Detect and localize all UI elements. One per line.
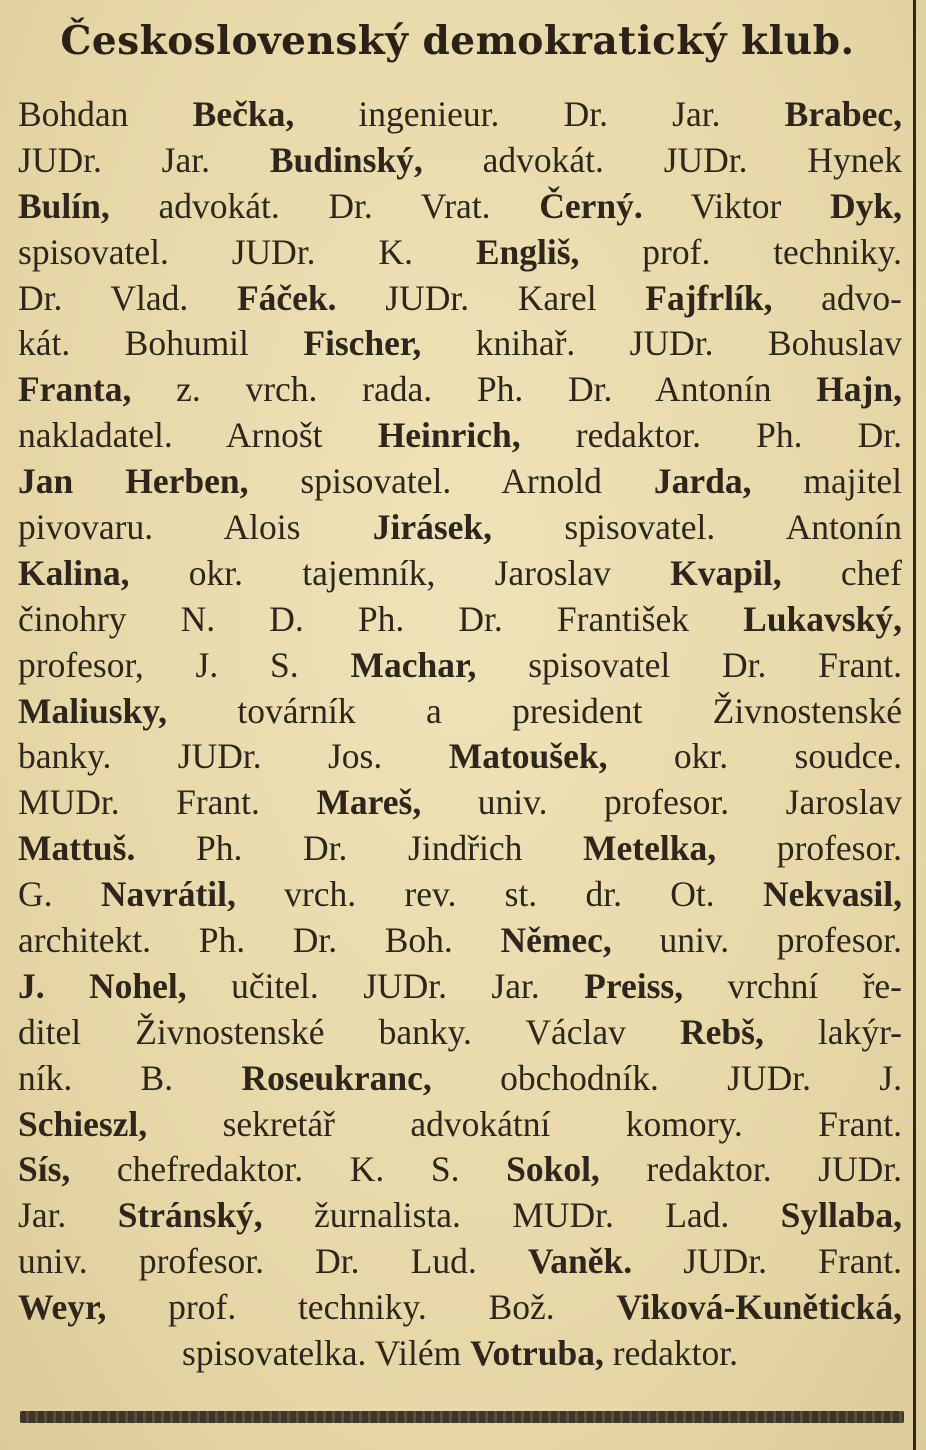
text-segment: ditel Živnostenské banky. Václav [18,1011,681,1052]
text-segment: spisovatel. Arnold [248,461,654,502]
member-name: Syllaba, [780,1195,903,1236]
text-segment: majitel [751,461,902,502]
text-segment: chefredaktor. K. S. [70,1149,507,1190]
text-line [18,92,902,138]
text-segment: vrchní ře- [683,965,902,1006]
column-rule [913,0,916,1450]
member-name: Weyr, [18,1287,107,1328]
text-segment: redaktor. JUDr. [599,1149,903,1190]
member-name: Kvapil, [670,552,782,593]
text-line [18,872,902,918]
text-segment: spisovatel Dr. Frant. [476,644,902,685]
text-segment: ingenieur. Dr. Jar. [294,94,785,134]
member-name: Jarda, [653,461,752,502]
text-segment: sekretář advokátní komory. Frant. [147,1103,902,1144]
text-line [18,780,902,826]
text-line [18,1239,902,1285]
member-list [18,92,902,1377]
member-name: Jan Herben, [18,461,249,502]
member-name: Metelka, [583,828,717,869]
text-segment: nakladatel. Arnošt [18,415,378,456]
page-title: Československý demokratický klub. [60,18,855,64]
text-line [18,918,902,964]
member-name: Fáček. [236,277,337,318]
text-segment: MUDr. Frant. [18,782,317,823]
text-segment: profesor. [716,828,902,869]
text-segment: Ph. Dr. Jindřich [135,828,584,869]
text-segment: z. vrch. rada. Ph. Dr. Antonín [131,369,817,410]
member-name: Hajn, [816,369,902,410]
member-name: Votruba, [470,1333,604,1374]
text-segment: chef [781,552,902,593]
text-line [18,1331,902,1377]
member-name: Vaněk. [527,1241,633,1282]
text-segment: spisovatelka. Vilém [182,1333,471,1374]
bottom-divider [20,1411,904,1423]
member-name: Machar, [350,644,477,685]
member-name: Franta, [18,369,132,410]
text-segment: advokát. Dr. Vrat. [109,185,540,226]
text-segment: banky. JUDr. Jos. [18,736,449,777]
member-name: Bulín, [18,185,110,226]
text-line [18,1193,902,1239]
text-line [18,1010,902,1056]
member-name: Dyk, [829,185,902,226]
text-segment: spisovatel. Antonín [492,507,902,548]
text-segment: advo- [772,277,902,318]
text-segment: továrník a president Živnostenské [166,690,902,731]
member-name: Rebš, [680,1011,764,1052]
text-segment: vrch. rev. st. dr. Ot. [235,874,763,915]
member-name: Preiss, [584,965,684,1006]
text-line [18,597,902,643]
text-segment: univ. profesor. [611,920,902,961]
member-name: Fajfrlík, [645,277,773,318]
text-line [18,1147,902,1193]
text-segment: Bohdan [18,94,193,134]
text-line [18,689,902,735]
text-segment: okr. tajemník, Jaroslav [129,552,671,593]
text-segment: advokát. JUDr. Hynek [422,139,902,180]
text-line [18,459,902,505]
member-name: Nekvasil, [762,874,902,915]
text-line [18,321,902,367]
text-line [18,413,902,459]
text-line [18,734,902,780]
text-segment: činohry N. D. Ph. Dr. František [18,598,744,639]
text-line [18,138,902,184]
text-segment: JUDr. Karel [336,277,646,318]
text-line [18,643,902,689]
member-name: Sokol, [506,1149,600,1190]
text-line [18,1102,902,1148]
member-name: Engliš, [475,231,580,272]
text-segment: ník. B. [18,1057,242,1098]
text-line [18,1285,902,1331]
text-line [18,826,902,872]
member-name: Stránský, [117,1195,263,1236]
text-segment: spisovatel. JUDr. K. [18,231,476,272]
member-name: Navrátil, [100,874,236,915]
member-name: Viková-Kunětická, [616,1287,902,1328]
member-name: Bečka, [192,94,295,134]
member-name: Jirásek, [372,507,493,548]
member-name: Schieszl, [18,1103,148,1144]
text-segment: kát. Bohumil [18,323,304,364]
text-segment: profesor, J. S. [18,644,351,685]
member-name: Kalina, [18,552,130,593]
member-name: Budinský, [269,139,423,180]
text-segment: G. [18,874,101,915]
text-segment: Viktor [642,185,830,226]
text-segment: prof. techniky. Bož. [106,1287,617,1328]
member-name: Mareš, [316,782,422,823]
text-segment: učitel. JUDr. Jar. [186,965,585,1006]
text-segment: pivovaru. Alois [18,507,373,548]
text-segment: redaktor. Ph. Dr. [520,415,902,456]
text-segment: Jar. [18,1195,118,1236]
text-segment: JUDr. Frant. [632,1241,902,1282]
member-name: J. Nohel, [18,965,187,1006]
member-name: Matoušek, [448,736,608,777]
text-segment: univ. profesor. Dr. Lud. [18,1241,528,1282]
member-name: Roseukranc, [241,1057,432,1098]
text-segment: žurnalista. MUDr. Lad. [262,1195,781,1236]
text-line [18,551,902,597]
text-line [18,1056,902,1102]
text-line [18,505,902,551]
text-segment: lakýr- [763,1011,902,1052]
text-segment: okr. soudce. [607,736,902,777]
member-name: Brabec, [784,94,902,134]
text-line [18,230,902,276]
text-segment: prof. techniky. [579,231,902,272]
member-name: Lukavský, [743,598,902,639]
text-segment: knihař. JUDr. Bohuslav [421,323,903,364]
member-name: Mattuš. [18,828,136,869]
text-segment: univ. profesor. Jaroslav [421,782,903,823]
text-segment: architekt. Ph. Dr. Boh. [18,920,501,961]
text-line [18,964,902,1010]
text-segment: Dr. Vlad. [18,277,237,318]
member-name: Černý. [539,185,643,226]
member-name: Sís, [18,1149,71,1190]
text-line [18,367,902,413]
member-name: Heinrich, [377,415,521,456]
text-segment: JUDr. Jar. [18,139,270,180]
member-name: Maliusky, [18,690,167,731]
text-line [18,184,902,230]
member-name: Fischer, [303,323,422,364]
text-line [18,276,902,322]
member-name: Němec, [500,920,612,961]
text-segment: obchodník. JUDr. J. [431,1057,902,1098]
text-segment: redaktor. [603,1333,738,1374]
